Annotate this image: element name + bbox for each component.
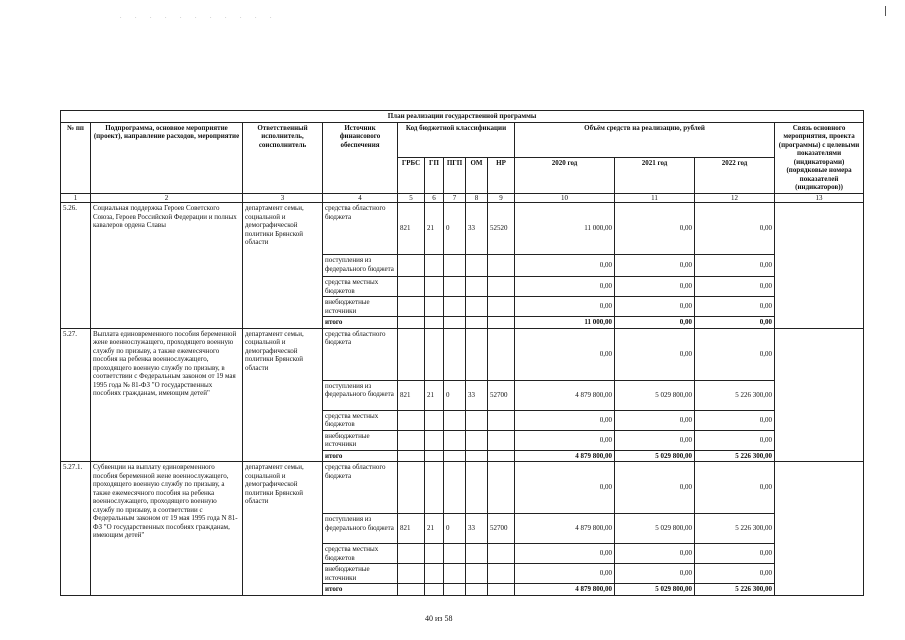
funding-source: итого [323,584,398,596]
indicator-link [775,462,864,596]
column-index-cell: 12 [695,193,775,203]
amount-2020: 0,00 [515,564,615,584]
header-2022: 2022 год [695,158,775,194]
code-pgp [444,544,466,564]
table-row [61,328,864,380]
column-index-cell: 1 [61,193,91,203]
funding-source: внебюджетные источники [323,430,398,450]
amount-2022: 0,00 [695,544,775,564]
code-ir: 52700 [488,380,515,410]
code-grbs [398,430,425,450]
code-gp: 21 [425,203,444,255]
indicator-link [775,203,864,329]
code-grbs [398,410,425,430]
funding-source: средства областного бюджета [323,462,398,514]
funding-source: средства областного бюджета [323,328,398,380]
program-plan-table [60,110,864,596]
code-grbs: 821 [398,380,425,410]
code-ir [488,277,515,297]
amount-2020: 4 879 800,00 [515,450,615,462]
code-om [466,297,488,317]
code-om [466,564,488,584]
item-number: 5.27.1. [61,462,91,596]
column-index-row [61,193,864,203]
program-plan-sheet [60,110,863,596]
code-gp [425,450,444,462]
code-grbs [398,255,425,277]
code-grbs: 821 [398,203,425,255]
amount-2021: 0,00 [615,328,695,380]
amount-2022: 0,00 [695,297,775,317]
code-gp: 21 [425,380,444,410]
header-2021: 2021 год [615,158,695,194]
header-pgp: ПГП [444,158,466,194]
code-om: 33 [466,380,488,410]
item-responsible: департамент семьи, социальной и демографической политики Брянской области [243,328,323,462]
funding-source: средства местных бюджетов [323,277,398,297]
amount-2020: 4 879 800,00 [515,380,615,410]
code-ir [488,410,515,430]
header-source: Источник финансового обеспечения [323,122,398,193]
header-ir: НР [488,158,515,194]
table-row [61,462,864,514]
column-index-cell: 10 [515,193,615,203]
column-index-cell: 3 [243,193,323,203]
amount-2020: 0,00 [515,255,615,277]
indicator-link [775,328,864,462]
column-index-cell: 7 [444,193,466,203]
funding-source: внебюджетные источники [323,297,398,317]
code-gp [425,564,444,584]
code-gp [425,317,444,329]
funding-source: итого [323,450,398,462]
code-pgp [444,564,466,584]
code-pgp [444,255,466,277]
table-body [61,203,864,596]
code-pgp [444,297,466,317]
code-ir [488,430,515,450]
amount-2020: 0,00 [515,297,615,317]
code-pgp [444,277,466,297]
amount-2021: 0,00 [615,564,695,584]
column-index-cell: 11 [615,193,695,203]
amount-2020: 4 879 800,00 [515,584,615,596]
item-name: Выплата единовременного пособия беременной жене военнослужащего, проходящего военную службу по призыву, а также ежемесячного пособия на ребенка военнослужащего, проходящего военную службу по призыву, в соответствии с Федеральным законом от 19 мая 1995 года № 81-ФЗ "О государственных пособиях гражданам, имеющим детей" [91,328,243,462]
header-responsible: Ответственный исполнитель, соисполнитель [243,122,323,193]
amount-2020: 11 000,00 [515,203,615,255]
column-index-cell: 5 [398,193,425,203]
amount-2020: 0,00 [515,430,615,450]
header-budget-code: Код бюджетной классификации [398,122,515,158]
code-pgp: 0 [444,380,466,410]
code-grbs [398,277,425,297]
header-link: Связь основного мероприятия, проекта (программы) с целевыми показателями (индикаторами) (порядковые номера показателей (индикаторов)) [775,122,864,193]
amount-2022: 0,00 [695,462,775,514]
code-ir [488,297,515,317]
code-grbs: 821 [398,514,425,544]
funding-source: средства местных бюджетов [323,410,398,430]
code-gp [425,297,444,317]
code-grbs [398,450,425,462]
amount-2022: 5 226 300,00 [695,380,775,410]
item-name: Социальная поддержка Героев Советского Союза, Героев Российской Федерации и полных кавалеров ордена Славы [91,203,243,329]
funding-source: поступления из федерального бюджета [323,514,398,544]
header-gp: ГП [425,158,444,194]
amount-2021: 5 029 800,00 [615,450,695,462]
code-gp [425,277,444,297]
code-om [466,410,488,430]
amount-2021: 0,00 [615,410,695,430]
amount-2020: 0,00 [515,544,615,564]
code-om [466,317,488,329]
code-pgp [444,317,466,329]
amount-2020: 11 000,00 [515,317,615,329]
code-ir [488,462,515,514]
code-ir [488,255,515,277]
page-number: 40 из 58 [425,614,453,623]
code-om [466,430,488,450]
code-gp [425,544,444,564]
amount-2021: 0,00 [615,297,695,317]
code-pgp [444,430,466,450]
column-index-cell: 9 [488,193,515,203]
funding-source: внебюджетные источники [323,564,398,584]
code-om: 33 [466,203,488,255]
item-number: 5.27. [61,328,91,462]
amount-2022: 0,00 [695,203,775,255]
code-pgp [444,450,466,462]
code-pgp [444,410,466,430]
table-title: План реализации государственной программы [61,111,864,123]
code-gp [425,584,444,596]
header-grbs: ГРБС [398,158,425,194]
code-ir [488,450,515,462]
amount-2021: 5 029 800,00 [615,514,695,544]
code-om [466,450,488,462]
code-om [466,584,488,596]
amount-2020: 0,00 [515,462,615,514]
funding-source: средства местных бюджетов [323,544,398,564]
amount-2020: 0,00 [515,328,615,380]
edge-mark [885,6,886,16]
code-pgp [444,462,466,514]
code-gp: 21 [425,514,444,544]
header-om: ОМ [466,158,488,194]
amount-2022: 0,00 [695,277,775,297]
item-name: Субвенции на выплату единовременного пособия беременной жене военнослужащего, проходящего военную службу по призыву, а также ежемесячного пособия на ребенка военнослужащего, проходящего военную службу по призыву, в соответствии с Федеральным законом от 19 мая 1995 года N 81-ФЗ "О государственных пособиях гражданам, имеющим детей" [91,462,243,596]
funding-source: средства областного бюджета [323,203,398,255]
amount-2022: 5 226 300,00 [695,450,775,462]
column-index-cell: 2 [91,193,243,203]
column-index-cell: 13 [775,193,864,203]
amount-2021: 5 029 800,00 [615,380,695,410]
amount-2022: 0,00 [695,564,775,584]
column-index-cell: 4 [323,193,398,203]
code-ir [488,584,515,596]
amount-2022: 0,00 [695,255,775,277]
amount-2021: 0,00 [615,277,695,297]
item-responsible: департамент семьи, социальной и демографической политики Брянской области [243,203,323,329]
code-grbs [398,328,425,380]
code-grbs [398,297,425,317]
code-om [466,277,488,297]
code-grbs [398,462,425,514]
item-number: 5.26. [61,203,91,329]
funding-source: поступления из федерального бюджета [323,380,398,410]
code-gp [425,255,444,277]
code-ir [488,328,515,380]
amount-2021: 0,00 [615,317,695,329]
amount-2021: 0,00 [615,255,695,277]
amount-2022: 0,00 [695,317,775,329]
amount-2020: 4 879 800,00 [515,514,615,544]
header-num: № пп [61,122,91,193]
column-index-cell: 8 [466,193,488,203]
code-om [466,328,488,380]
code-gp [425,410,444,430]
code-ir [488,317,515,329]
amount-2020: 0,00 [515,277,615,297]
code-om: 33 [466,514,488,544]
code-ir [488,564,515,584]
funding-source: поступления из федерального бюджета [323,255,398,277]
header-name: Подпрограмма, основное мероприятие (проект), направление расходов, мероприятие [91,122,243,193]
code-grbs [398,544,425,564]
amount-2021: 5 029 800,00 [615,584,695,596]
scan-specks: . . . . . . . . . . . [120,14,278,20]
code-om [466,544,488,564]
code-grbs [398,564,425,584]
amount-2021: 0,00 [615,203,695,255]
code-pgp [444,584,466,596]
code-ir: 52700 [488,514,515,544]
amount-2021: 0,00 [615,462,695,514]
code-ir [488,544,515,564]
amount-2022: 5 226 300,00 [695,584,775,596]
item-responsible: департамент семьи, социальной и демографической политики Брянской области [243,462,323,596]
code-pgp [444,328,466,380]
amount-2021: 0,00 [615,430,695,450]
code-grbs [398,584,425,596]
code-om [466,462,488,514]
code-gp [425,430,444,450]
code-om [466,255,488,277]
table-row [61,203,864,255]
header-volume: Объём средств на реализацию, рублей [515,122,775,158]
funding-source: итого [323,317,398,329]
code-gp [425,328,444,380]
amount-2020: 0,00 [515,410,615,430]
amount-2022: 0,00 [695,430,775,450]
amount-2021: 0,00 [615,544,695,564]
amount-2022: 0,00 [695,328,775,380]
code-pgp: 0 [444,203,466,255]
amount-2022: 0,00 [695,410,775,430]
code-pgp: 0 [444,514,466,544]
code-ir: 52520 [488,203,515,255]
header-2020: 2020 год [515,158,615,194]
column-index-cell: 6 [425,193,444,203]
code-gp [425,462,444,514]
amount-2022: 5 226 300,00 [695,514,775,544]
code-grbs [398,317,425,329]
